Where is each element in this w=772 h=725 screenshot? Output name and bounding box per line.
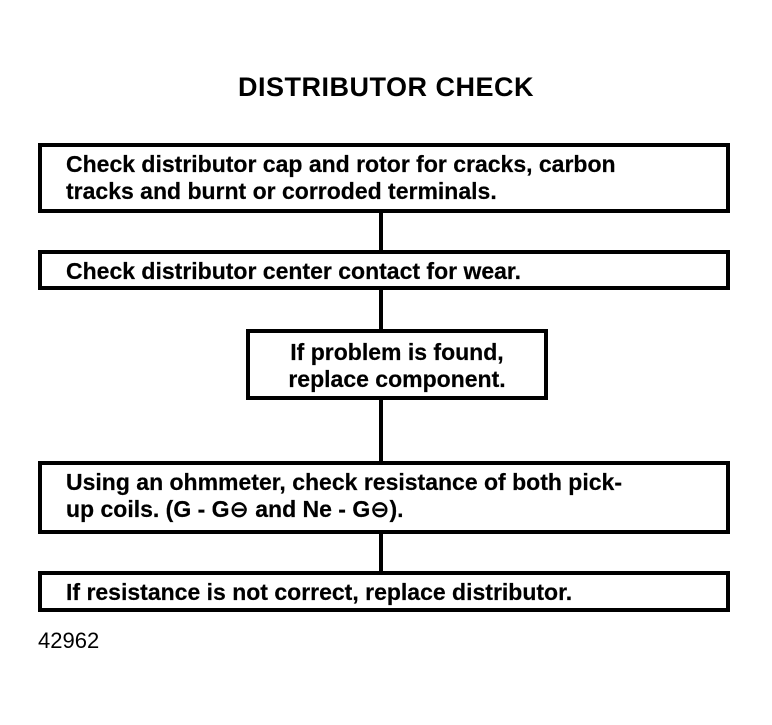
diagram-title: DISTRIBUTOR CHECK [237,72,534,102]
connector-4-5 [379,534,383,571]
flow-step-1-line-1: Check distributor cap and rotor for cracks, carbon [66,151,616,177]
flow-step-3-line-2: replace component. [288,366,506,392]
flow-step-4-line-2: up coils. (G - G⊖ and Ne - G⊖). [66,496,404,522]
connector-2-3 [379,290,383,329]
flow-step-3-line-1: If problem is found, [290,339,504,365]
flow-step-2-line-1: Check distributor center contact for wear. [66,258,522,284]
flow-step-1-line-2: tracks and burnt or corroded terminals. [66,178,497,204]
connector-3-4 [379,400,383,461]
flow-step-5-line-1: If resistance is not correct, replace distributor. [66,579,573,605]
flow-step-1 [38,143,730,213]
connector-1-2 [379,213,383,250]
flow-step-3 [246,329,548,400]
flow-step-4 [38,461,730,534]
figure-number: 42962 [38,628,100,653]
flow-step-2 [38,250,730,290]
flow-step-5 [38,571,730,612]
flow-step-4-line-1: Using an ohmmeter, check resistance of both pick- [66,469,622,495]
